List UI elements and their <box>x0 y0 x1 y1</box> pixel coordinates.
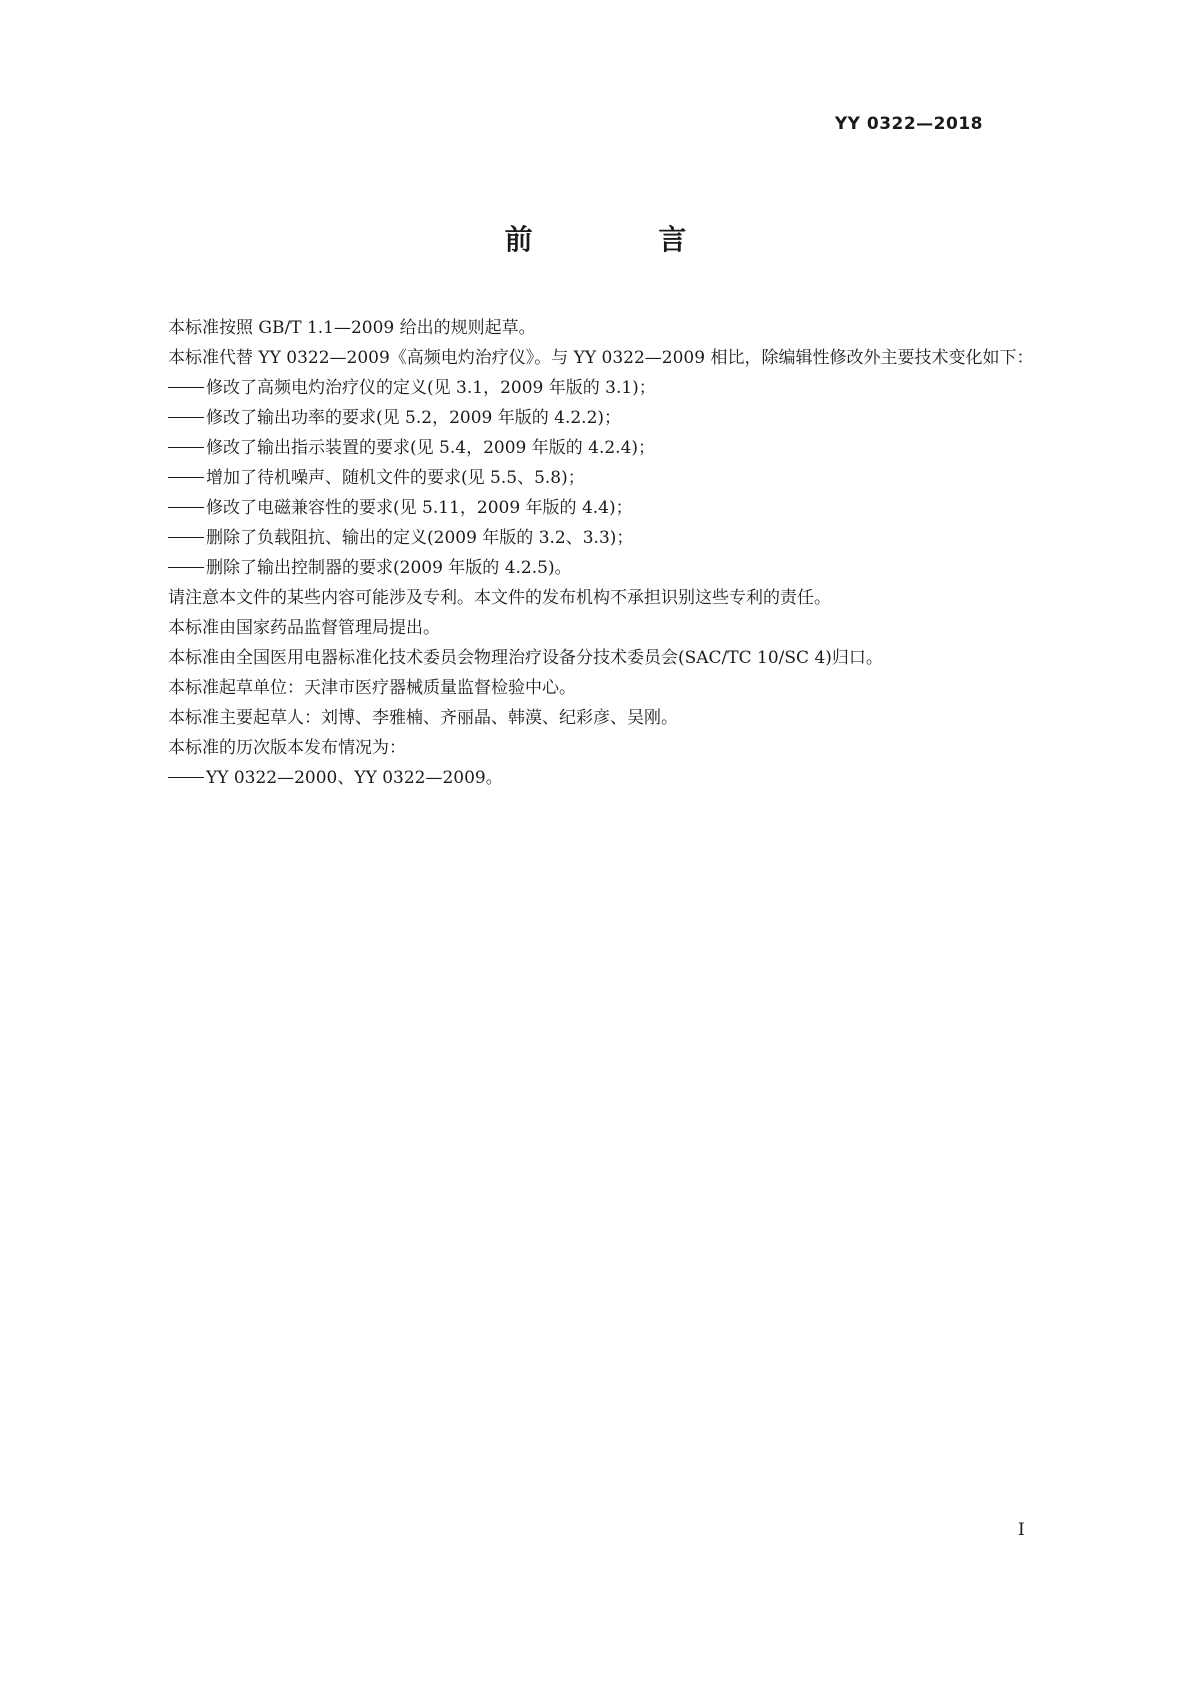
list-item-text: 删除了输出控制器的要求(2009 年版的 4.2.5)。 <box>206 558 572 578</box>
paragraph-replacement: 本标准代替 YY 0322—2009《高频电灼治疗仪》。与 YY 0322—2009 相比，除编辑性修改外主要技术变化如下： <box>168 348 1034 368</box>
em-dash <box>168 567 204 568</box>
list-item <box>134 463 1062 493</box>
page-title: 前 言 <box>504 223 745 256</box>
em-dash <box>168 447 204 448</box>
list-item-text: 修改了输出指示装置的要求(见 5.4，2009 年版的 4.2.4)； <box>206 438 656 458</box>
list-item-text: 修改了高频电灼治疗仪的定义(见 3.1，2009 年版的 3.1)； <box>206 378 656 398</box>
list-item <box>134 403 1062 433</box>
paragraph-drafting-unit: 本标准起草单位：天津市医疗器械质量监督检验中心。 <box>168 678 576 698</box>
changes-list <box>134 373 1062 583</box>
paragraph-patent-notice: 请注意本文件的某些内容可能涉及专利。本文件的发布机构不承担识别这些专利的责任。 <box>168 588 831 608</box>
list-item <box>134 763 1062 793</box>
paragraph-proposed-by: 本标准由国家药品监督管理局提出。 <box>168 618 440 638</box>
list-item-text: 增加了待机噪声、随机文件的要求(见 5.5、5.8)； <box>206 468 585 488</box>
em-dash <box>168 387 204 388</box>
list-item <box>134 493 1062 523</box>
list-item-text: 删除了负载阻抗、输出的定义(2009 年版的 3.2、3.3)； <box>206 528 634 548</box>
em-dash <box>168 477 204 478</box>
em-dash <box>168 537 204 538</box>
list-item <box>134 523 1062 553</box>
list-item-text: 修改了电磁兼容性的要求(见 5.11，2009 年版的 4.4)； <box>206 498 633 518</box>
paragraph-centralized-by: 本标准由全国医用电器标准化技术委员会物理治疗设备分技术委员会(SAC/TC 10/SC 4)归口。 <box>168 648 883 668</box>
paragraph-drafting-rules: 本标准按照 GB/T 1.1—2009 给出的规则起草。 <box>168 318 536 338</box>
list-item <box>134 373 1062 403</box>
em-dash <box>168 777 204 778</box>
standard-code: YY 0322—2018 <box>834 114 983 134</box>
paragraph-version-history: 本标准的历次版本发布情况为： <box>168 738 406 758</box>
page-number: I <box>1018 1520 1025 1540</box>
list-item-text: YY 0322—2000、YY 0322—2009。 <box>206 768 503 788</box>
list-item <box>134 433 1062 463</box>
list-item-text: 修改了输出功率的要求(见 5.2，2009 年版的 4.2.2)； <box>206 408 622 428</box>
foreword-body <box>134 313 1062 793</box>
history-list <box>134 763 1062 793</box>
em-dash <box>168 507 204 508</box>
list-item <box>134 553 1062 583</box>
paragraph-drafters: 本标准主要起草人：刘博、李雅楠、齐丽晶、韩漠、纪彩彦、吴刚。 <box>168 708 678 728</box>
em-dash <box>168 417 204 418</box>
